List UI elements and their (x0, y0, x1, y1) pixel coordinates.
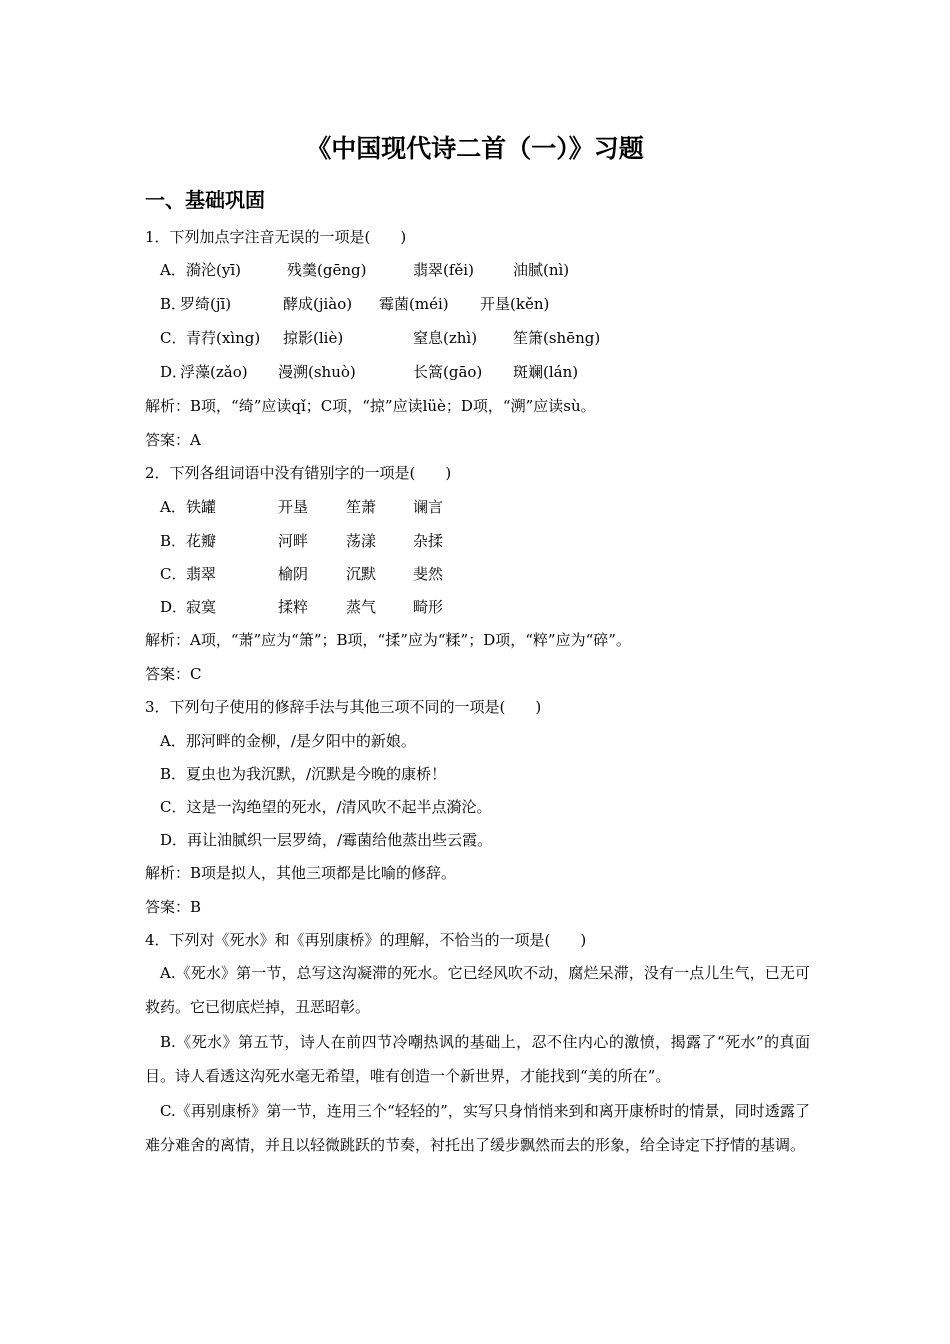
question-4-option-b: B.《死水》第五节，诗人在前四节冷嘲热讽的基础上，忍不住内心的激愤，揭露了“死水”的真面目。诗人看透这沟死水毫无希望，唯有创造一个新世界，才能找到“美的所在”。 (145, 1033, 810, 1085)
option-item: 斑斓(lán) (513, 363, 579, 381)
question-3-option-b: B．夏虫也为我沉默，/沉默是今晚的康桥！ (160, 765, 447, 783)
option-item: 开垦(kěn) (480, 295, 550, 313)
option-item: 笙萧 (346, 498, 377, 516)
question-4-option-a: A.《死水》第一节，总写这沟凝滞的死水。它已经风吹不动，腐烂呆滞，没有一点儿生气，已无可救药。它已彻底烂掉，丑恶昭彰。 (145, 964, 810, 1016)
section-heading: 一、基础巩固 (145, 188, 265, 212)
option-item: 榆阴 (278, 565, 309, 583)
option-item: 残羹(gēng) (287, 261, 367, 279)
option-item: 揉粹 (278, 598, 309, 616)
option-label: C． (160, 565, 187, 583)
question-3-answer: 答案：B (145, 898, 202, 916)
option-item: 霉菌(méi) (379, 295, 449, 313)
option-item: 漪沦(yī) (186, 261, 241, 279)
question-2-analysis: 解析：A项，“萧”应为“箫”；B项，“揉”应为“糅”；D项，“粹”应为“碎”。 (145, 631, 631, 649)
option-item: 漫溯(shuò) (278, 363, 356, 381)
option-label: B． (160, 295, 187, 313)
option-item: 畸形 (413, 598, 444, 616)
option-item: 荡漾 (346, 532, 377, 550)
option-item: 长篙(gāo) (413, 363, 483, 381)
option-item: 笙箫(shēng) (513, 329, 601, 347)
option-item: 蒸气 (346, 598, 377, 616)
question-1-answer: 答案：A (145, 431, 201, 449)
option-item: 浮藻(zǎo) (180, 363, 248, 381)
option-item: 罗绮(jī) (180, 295, 232, 313)
question-3-option-a: A．那河畔的金柳，/是夕阳中的新娘。 (160, 732, 416, 750)
option-label: A． (160, 498, 186, 516)
option-label: B． (160, 532, 187, 550)
question-1-analysis: 解析：B项，“绮”应读qǐ；C项，“掠”应读lüè；D项，“溯”应读sù。 (145, 397, 596, 415)
option-item: 寂寞 (186, 598, 217, 616)
question-2-stem: 2．下列各组词语中没有错别字的一项是( ) (145, 464, 452, 482)
question-3-option-d: D．再让油腻织一层罗绮，/霉菌给他蒸出些云霞。 (160, 831, 493, 849)
option-item: 青荇(xìng) (186, 329, 261, 347)
option-label: D． (160, 363, 188, 381)
option-label: A． (160, 261, 186, 279)
option-item: 杂揉 (413, 532, 444, 550)
option-label: D． (160, 598, 188, 616)
question-4-stem: 4．下列对《死水》和《再别康桥》的理解，不恰当的一项是( ) (145, 931, 587, 949)
question-3-option-c: C．这是一沟绝望的死水，/清风吹不起半点漪沦。 (160, 798, 492, 816)
question-2-answer: 答案：C (145, 665, 202, 683)
option-item: 开垦 (278, 498, 309, 516)
question-1-stem: 1．下列加点字注音无误的一项是( ) (145, 228, 407, 246)
option-item: 翡翠 (186, 565, 217, 583)
page-title: 《中国现代诗二首（一）》习题 (306, 134, 644, 163)
option-item: 油腻(nì) (513, 261, 570, 279)
option-item: 掠影(liè) (283, 329, 344, 347)
option-item: 翡翠(fěi) (413, 261, 474, 279)
option-item: 斐然 (413, 565, 444, 583)
option-item: 花瓣 (186, 532, 217, 550)
option-item: 铁罐 (186, 498, 217, 516)
option-item: 沉默 (346, 565, 377, 583)
question-3-stem: 3．下列句子使用的修辞手法与其他三项不同的一项是( ) (145, 698, 542, 716)
question-3-analysis: 解析：B项是拟人，其他三项都是比喻的修辞。 (145, 864, 457, 882)
question-4-option-c: C.《再别康桥》第一节，连用三个“轻轻的”，实写只身悄悄来到和离开康桥时的情景，同时透露了难分难舍的离情，并且以轻微跳跃的节奏，衬托出了缓步飘然而去的形象，给全诗定下抒情的基调。 (145, 1102, 810, 1154)
option-label: C． (160, 329, 187, 347)
option-item: 窒息(zhì) (413, 329, 478, 347)
option-item: 谰言 (413, 498, 444, 516)
option-item: 河畔 (278, 532, 309, 550)
option-item: 酵成(jiào) (283, 295, 353, 313)
